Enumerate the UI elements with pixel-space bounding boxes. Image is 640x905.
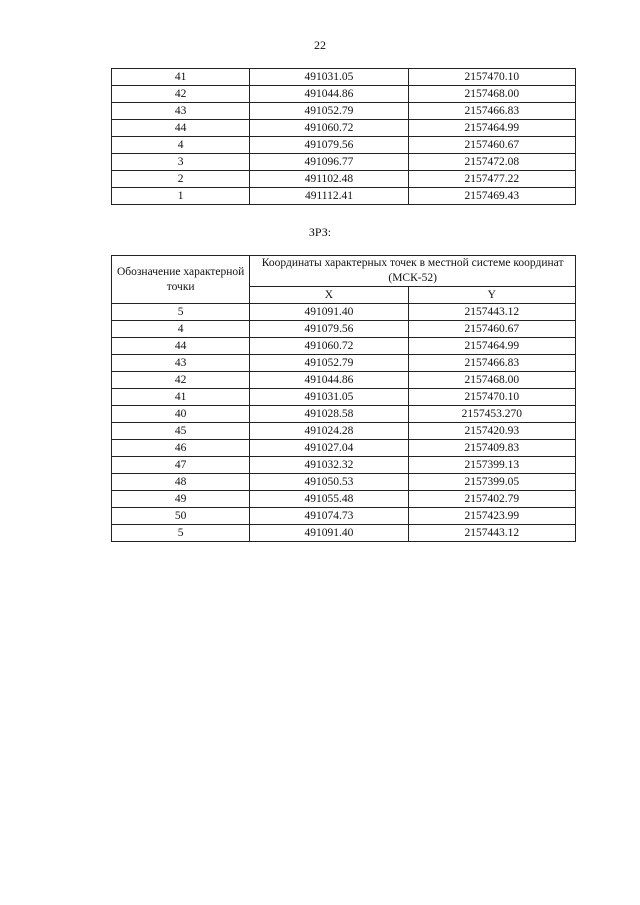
point-cell: 41 bbox=[112, 389, 250, 406]
table-row bbox=[112, 188, 576, 205]
point-cell: 2 bbox=[112, 171, 250, 188]
point-cell: 40 bbox=[112, 406, 250, 423]
x-coordinate-cell: 491091.40 bbox=[250, 525, 408, 542]
table-row bbox=[112, 338, 576, 355]
x-coordinate-cell: 491055.48 bbox=[250, 491, 408, 508]
table-row bbox=[112, 69, 576, 86]
y-coordinate-cell: 2157460.67 bbox=[408, 321, 575, 338]
x-coordinate-cell: 491044.86 bbox=[250, 86, 408, 103]
y-coordinate-cell: 2157423.99 bbox=[408, 508, 575, 525]
table-row bbox=[112, 406, 576, 423]
page-number: 22 bbox=[314, 38, 326, 52]
table-row bbox=[112, 355, 576, 372]
zrz-coordinates-table bbox=[111, 255, 576, 542]
y-coordinate-cell: 2157469.43 bbox=[408, 188, 575, 205]
point-cell: 44 bbox=[112, 338, 250, 355]
table-row bbox=[112, 120, 576, 137]
x-coordinate-cell: 491102.48 bbox=[250, 171, 408, 188]
x-coordinate-cell: 491079.56 bbox=[250, 321, 408, 338]
x-coordinate-cell: 491060.72 bbox=[250, 120, 408, 137]
table-row bbox=[112, 137, 576, 154]
x-coordinate-cell: 491028.58 bbox=[250, 406, 408, 423]
y-coordinate-cell: 2157464.99 bbox=[408, 338, 575, 355]
table-row bbox=[112, 321, 576, 338]
y-coordinate-cell: 2157470.10 bbox=[408, 389, 575, 406]
point-cell: 48 bbox=[112, 474, 250, 491]
point-cell: 5 bbox=[112, 304, 250, 321]
point-cell: 5 bbox=[112, 525, 250, 542]
table-row bbox=[112, 103, 576, 120]
point-cell: 3 bbox=[112, 154, 250, 171]
table-row bbox=[112, 525, 576, 542]
table-row bbox=[112, 508, 576, 525]
y-coordinate-cell: 2157460.67 bbox=[408, 137, 575, 154]
point-cell: 50 bbox=[112, 508, 250, 525]
coordinates-table-continued bbox=[111, 68, 576, 205]
y-coordinate-cell: 2157470.10 bbox=[408, 69, 575, 86]
y-coordinate-cell: 2157399.13 bbox=[408, 457, 575, 474]
point-cell: 1 bbox=[112, 188, 250, 205]
x-coordinate-cell: 491060.72 bbox=[250, 338, 408, 355]
table-row bbox=[112, 171, 576, 188]
point-cell: 42 bbox=[112, 372, 250, 389]
x-coordinate-cell: 491031.05 bbox=[250, 389, 408, 406]
point-cell: 45 bbox=[112, 423, 250, 440]
x-coordinate-cell: 491052.79 bbox=[250, 355, 408, 372]
x-coordinate-cell: 491044.86 bbox=[250, 372, 408, 389]
table-row bbox=[112, 154, 576, 171]
y-coordinate-cell: 2157477.22 bbox=[408, 171, 575, 188]
x-coordinate-cell: 491052.79 bbox=[250, 103, 408, 120]
y-coordinate-cell: 2157420.93 bbox=[408, 423, 575, 440]
table-row bbox=[112, 423, 576, 440]
y-coordinate-cell: 2157443.12 bbox=[408, 525, 575, 542]
point-cell: 44 bbox=[112, 120, 250, 137]
x-coordinate-cell: 491032.32 bbox=[250, 457, 408, 474]
x-coordinate-cell: 491112.41 bbox=[250, 188, 408, 205]
table-row bbox=[112, 86, 576, 103]
point-cell: 49 bbox=[112, 491, 250, 508]
table-body bbox=[112, 69, 576, 205]
y-coordinate-cell: 2157453.270 bbox=[408, 406, 575, 423]
point-cell: 47 bbox=[112, 457, 250, 474]
point-cell: 4 bbox=[112, 321, 250, 338]
point-cell: 46 bbox=[112, 440, 250, 457]
x-column-header: X bbox=[250, 287, 408, 304]
point-cell: 43 bbox=[112, 355, 250, 372]
x-coordinate-cell: 491024.28 bbox=[250, 423, 408, 440]
y-coordinate-cell: 2157468.00 bbox=[408, 86, 575, 103]
table-row bbox=[112, 372, 576, 389]
y-coordinate-cell: 2157472.08 bbox=[408, 154, 575, 171]
section-title-zrz: ЗРЗ: bbox=[308, 225, 332, 239]
table-body bbox=[112, 304, 576, 542]
x-coordinate-cell: 491096.77 bbox=[250, 154, 408, 171]
table-row bbox=[112, 491, 576, 508]
table-header bbox=[112, 256, 576, 304]
x-coordinate-cell: 491050.53 bbox=[250, 474, 408, 491]
point-cell: 43 bbox=[112, 103, 250, 120]
point-cell: 41 bbox=[112, 69, 250, 86]
y-coordinate-cell: 2157409.83 bbox=[408, 440, 575, 457]
table-row bbox=[112, 389, 576, 406]
table-row bbox=[112, 457, 576, 474]
table-row bbox=[112, 440, 576, 457]
x-coordinate-cell: 491079.56 bbox=[250, 137, 408, 154]
x-coordinate-cell: 491027.04 bbox=[250, 440, 408, 457]
x-coordinate-cell: 491074.73 bbox=[250, 508, 408, 525]
y-column-header: Y bbox=[408, 287, 575, 304]
coordinate-system-header: Координаты характерных точек в местной системе координат (МСК-52) bbox=[250, 256, 576, 287]
y-coordinate-cell: 2157468.00 bbox=[408, 372, 575, 389]
table-row bbox=[112, 474, 576, 491]
y-coordinate-cell: 2157443.12 bbox=[408, 304, 575, 321]
table-row bbox=[112, 304, 576, 321]
y-coordinate-cell: 2157402.79 bbox=[408, 491, 575, 508]
point-cell: 4 bbox=[112, 137, 250, 154]
point-cell: 42 bbox=[112, 86, 250, 103]
y-coordinate-cell: 2157464.99 bbox=[408, 120, 575, 137]
point-designation-header: Обозначение характерной точки bbox=[112, 256, 250, 304]
y-coordinate-cell: 2157399.05 bbox=[408, 474, 575, 491]
x-coordinate-cell: 491091.40 bbox=[250, 304, 408, 321]
x-coordinate-cell: 491031.05 bbox=[250, 69, 408, 86]
y-coordinate-cell: 2157466.83 bbox=[408, 103, 575, 120]
y-coordinate-cell: 2157466.83 bbox=[408, 355, 575, 372]
